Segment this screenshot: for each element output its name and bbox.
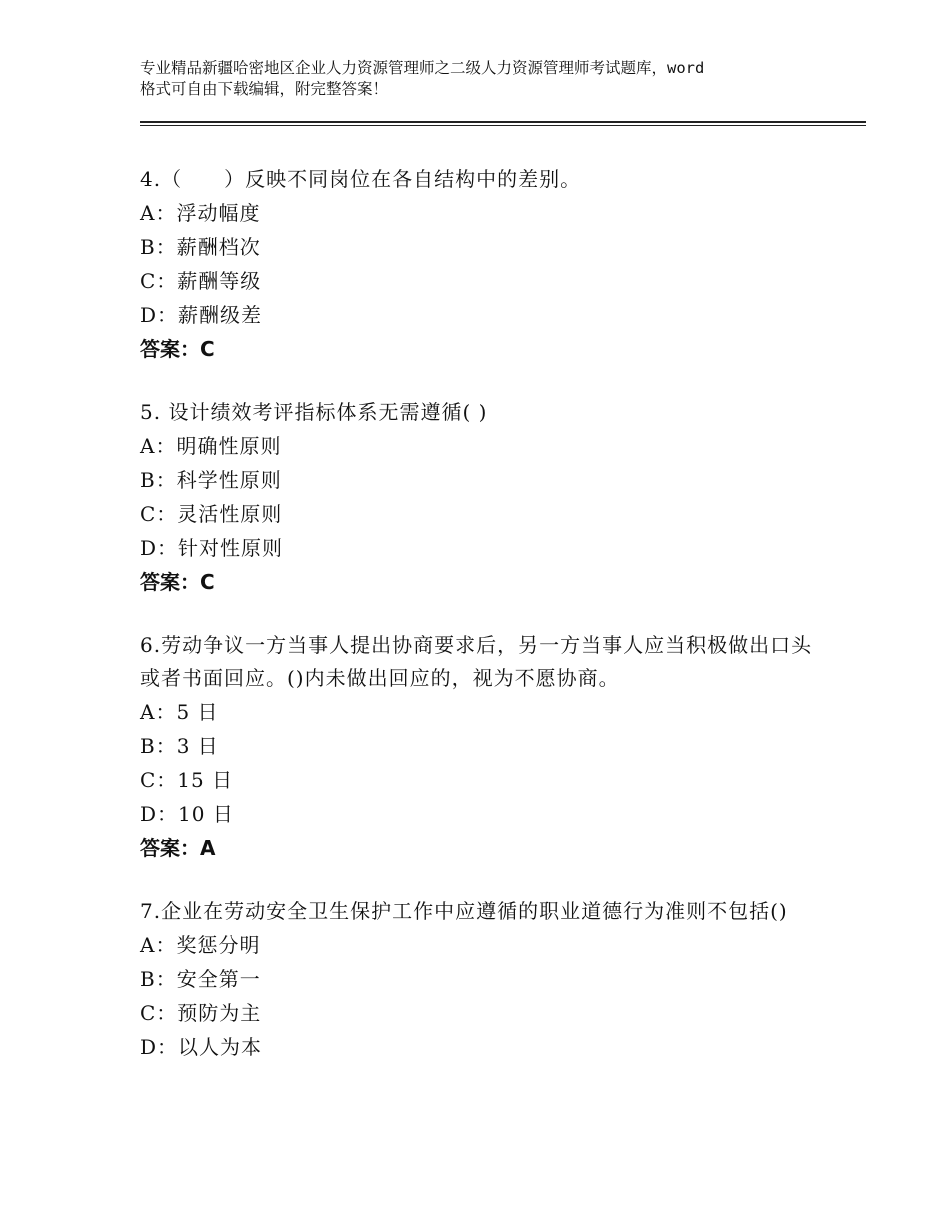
question-text: 5. 设计绩效考评指标体系无需遵循( ) xyxy=(140,400,488,424)
question-text: 4.（ ）反映不同岗位在各自结构中的差别。 xyxy=(140,167,582,191)
option-b: B：3 日 xyxy=(140,734,219,758)
question-text: 6.劳动争议一方当事人提出协商要求后，另一方当事人应当积极做出口头或者书面回应。()内未做出回应的，视为不愿协商。 xyxy=(140,633,813,690)
option-b: B：安全第一 xyxy=(140,967,261,991)
document-header xyxy=(140,58,840,100)
header-divider-thin xyxy=(140,125,866,126)
answer-label: 答案：C xyxy=(140,337,215,361)
option-c: C：灵活性原则 xyxy=(140,502,283,526)
question-5 xyxy=(140,396,820,599)
header-line-2: 格式可自由下载编辑，附完整答案！ xyxy=(140,80,389,98)
option-c: C：薪酬等级 xyxy=(140,269,262,293)
option-a: A：明确性原则 xyxy=(140,434,282,458)
question-7 xyxy=(140,895,820,1064)
answer-label: 答案：A xyxy=(140,836,216,860)
option-a: A：5 日 xyxy=(140,700,219,724)
option-d: D：薪酬级差 xyxy=(140,303,263,327)
option-d: D：10 日 xyxy=(140,802,234,826)
question-4 xyxy=(140,163,820,366)
option-b: B：科学性原则 xyxy=(140,468,282,492)
option-d: D：以人为本 xyxy=(140,1035,263,1059)
option-c: C：预防为主 xyxy=(140,1001,262,1025)
option-a: A：奖惩分明 xyxy=(140,933,261,957)
question-6 xyxy=(140,629,820,865)
header-divider xyxy=(140,121,866,123)
question-text: 7.企业在劳动安全卫生保护工作中应遵循的职业道德行为准则不包括() xyxy=(140,899,788,923)
option-b: B：薪酬档次 xyxy=(140,235,261,259)
answer-label: 答案：C xyxy=(140,570,215,594)
header-line-1: 专业精品新疆哈密地区企业人力资源管理师之二级人力资源管理师考试题库，word xyxy=(140,59,705,77)
question-list xyxy=(140,163,820,1094)
option-a: A：浮动幅度 xyxy=(140,201,261,225)
option-d: D：针对性原则 xyxy=(140,536,284,560)
option-c: C：15 日 xyxy=(140,768,234,792)
